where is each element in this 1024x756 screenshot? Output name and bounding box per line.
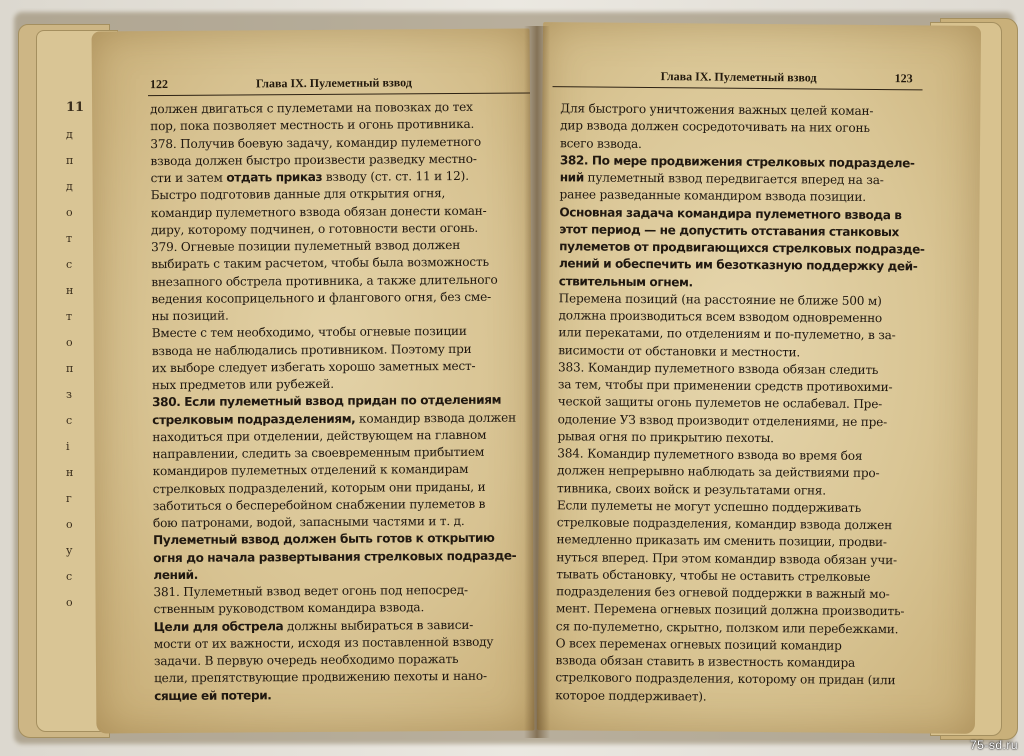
peek-page-letters (66, 122, 84, 616)
text-run: командир пулеметного взвода обязан донести коман- (150, 203, 487, 220)
text-run: ны позиций. (151, 308, 229, 324)
text-line (152, 409, 516, 429)
text-run: должен непрерывно наблюдать за действиями про- (557, 463, 880, 481)
text-run: мости от их важности, исходя из поставленной взводу (153, 634, 494, 651)
text-run: ся по-пулеметно, скрытно, ползком или перебежками. (555, 618, 899, 636)
right-header-rule (553, 86, 923, 90)
bold-text-run: Пулеметный взвод должен быть готов к открытию (153, 530, 495, 548)
peek-letter: п (66, 362, 74, 375)
bold-text-run: этот период — не допустить отставания станковых (559, 222, 900, 239)
text-run: командир взвода должен (355, 410, 516, 426)
text-line (154, 633, 518, 653)
text-line (152, 357, 516, 377)
text-run: одоление УЗ взвод производит отделениями, не пре- (557, 411, 888, 429)
text-run: мент. Перемена огневых позиций должна производить- (555, 601, 905, 619)
text-run: немедленно приказать им сменить позиции, продви- (556, 532, 887, 550)
text-run: взвода обязан ставить в известность командира (555, 653, 856, 670)
text-run: пулеметный взвод передвигается вперед на за- (583, 170, 884, 188)
text-run: Перемена позиций (на расстояние не ближе 500 м) (558, 290, 882, 308)
peek-page-number: 11 (66, 100, 85, 115)
text-line (154, 685, 518, 705)
text-line (150, 116, 514, 136)
text-run: взвода не наблюдались противником. Поэтому при (151, 341, 472, 358)
bold-text-run: Основная задача командира пулеметного взвода в (559, 204, 902, 222)
text-run: цели, препятствующие продвижению пехоты и нано- (154, 669, 487, 686)
bold-text-run: ний (559, 170, 584, 185)
left-page-number: 122 (149, 77, 168, 92)
peek-letter: о (66, 206, 73, 219)
text-run: взвода должен быстро произвести разведку местно- (150, 151, 477, 168)
text-run: 381. Пулеметный взвод ведет огонь под непосред- (153, 582, 468, 600)
text-run: выбирать с таким расчетом, чтобы была возможность (151, 255, 489, 272)
text-run: должна производиться всем взводом одновременно (558, 308, 883, 326)
peek-letter: с (66, 570, 73, 583)
peek-letter: і (66, 440, 70, 453)
text-run: 383. Командир пулеметного взвода обязан следить (558, 359, 879, 377)
left-page-header: Глава IX. Пулеметный взвод (255, 75, 412, 91)
text-run: ных предметов или рубежей. (151, 376, 334, 393)
text-run: сти и затем (150, 170, 227, 186)
text-run: всего взвода. (559, 135, 642, 151)
text-run: за тем, чтобы при применении средств противохими- (557, 377, 893, 395)
left-page-text (150, 99, 518, 705)
peek-letter: п (66, 154, 74, 167)
peek-letter: с (66, 414, 73, 427)
text-line (153, 582, 517, 602)
text-run: которое поддерживает). (555, 687, 707, 704)
text-run: Быстро подготовив данные для открытия огня, (150, 186, 446, 203)
text-line (151, 202, 515, 222)
right-page-number: 123 (894, 71, 913, 86)
watermark: 75-sd.ru (969, 738, 1018, 752)
bold-text-run: лений. (153, 567, 198, 582)
right-page (537, 22, 981, 734)
text-run: командиров пулеметных отделений к командирам (152, 462, 469, 479)
text-run: заботиться о бесперебойном снабжении пулеметов в (152, 496, 486, 513)
text-line (154, 616, 518, 636)
text-run: стрелковых подразделений, которым они приданы, и (152, 479, 486, 496)
bold-text-run: 380. Если пулеметный взвод придан по отделениям (152, 392, 502, 410)
peek-letter: з (66, 388, 72, 401)
bold-text-run: ствительным огнем. (558, 273, 693, 289)
text-run: бою патронами, водой, запасными частями и т. д. (152, 513, 465, 531)
text-run: внезапного обстрела противника, а также длительного (151, 272, 498, 289)
peek-letter: н (66, 466, 74, 479)
text-line (153, 478, 517, 498)
text-run: стрелкового подразделения, которому он придан (или (555, 670, 896, 688)
bold-text-run: сящие ей потери. (154, 687, 272, 703)
text-run: должен двигаться с пулеметами на повозках до тех (150, 99, 473, 117)
text-run: ранее разведанные командиром взвода позиции. (559, 187, 866, 205)
peek-letter: т (66, 310, 73, 323)
text-run: пор, пока позволяет местность и огонь противника. (150, 117, 475, 134)
text-run: или перекатами, по отделениям и по-пулеметно, в за- (558, 325, 896, 343)
text-run: находиться при отделении, действующем на главном (152, 427, 487, 444)
text-run: тывать обстановку, чтобы не оставить стрелковые (556, 566, 871, 584)
text-line (151, 219, 515, 239)
text-run: ственным руководством командира взвода. (153, 600, 425, 617)
text-line (154, 668, 518, 688)
text-run: Вместе с тем необходимо, чтобы огневые позиции (151, 324, 467, 341)
text-run: 378. Получив боевую задачу, командир пулеметного (150, 134, 482, 151)
right-page-header: Глава IX. Пулеметный взвод (660, 69, 817, 85)
bold-text-run: 382. По мере продвижения стрелковых подразделе- (559, 153, 915, 171)
text-line (555, 687, 921, 707)
text-run: Для быстрого уничтожения важных целей коман- (560, 101, 874, 118)
peek-letter: о (66, 596, 73, 609)
text-run: висимости от обстановки и местности. (558, 342, 801, 359)
text-line (152, 392, 516, 412)
text-run: диру, которому подчинен, о готовности вести огонь. (150, 220, 479, 237)
book-gutter (524, 26, 550, 738)
text-run: подразделения без огневой поддержки в важный мо- (556, 584, 890, 602)
left-page (92, 28, 535, 733)
text-run: их выборе следует избегать хорошо заметных мест- (151, 358, 476, 375)
text-run: задачи. В первую очередь необходимо поражать (153, 651, 459, 669)
text-run: тивника, своих войск и результатами огня. (556, 480, 826, 498)
peek-letter: о (66, 518, 73, 531)
bold-text-run: Цели для обстрела (153, 618, 284, 634)
text-run: должны выбираться в зависи- (283, 617, 474, 633)
left-header-rule (148, 92, 532, 96)
text-line (151, 288, 515, 308)
right-page-text (555, 100, 926, 707)
text-run: 384. Командир пулеметного взвода во время боя (557, 446, 863, 463)
text-line (150, 133, 514, 153)
text-run: О всех переменах огневых позиций командир (555, 635, 842, 653)
text-line (152, 323, 516, 343)
bold-text-run: огня до начала развертывания стрелковых подразде- (153, 548, 517, 565)
text-line (152, 340, 516, 360)
peek-letter: у (66, 544, 73, 557)
peek-letter: н (66, 284, 74, 297)
peek-letter: д (66, 180, 73, 193)
text-line (153, 530, 517, 550)
text-run: рывая огня по прикрытию пехоты. (557, 428, 774, 445)
text-run: взводу (ст. ст. 11 и 12). (322, 168, 469, 184)
text-run: 379. Огневые позиции пулеметный взвод должен (151, 237, 461, 255)
text-line (151, 168, 515, 188)
text-run: ческой защиты огонь пулеметов не ослабевал. Пре- (557, 394, 883, 412)
bold-text-run: пулеметов от продвигающихся стрелковых подразде- (559, 239, 925, 257)
text-run: дир взвода должен сосредоточивать на них огонь (560, 118, 870, 136)
text-line (151, 271, 515, 291)
text-run: стрелковые подразделения, командир взвода должен (556, 515, 893, 533)
peek-letter: г (66, 492, 72, 505)
text-line (153, 547, 517, 567)
peek-letter: с (66, 258, 73, 271)
bold-text-run: стрелковым подразделениям, (152, 411, 356, 427)
text-line (153, 461, 517, 481)
bold-text-run: лений и обеспечить им безотказную поддержку дей- (558, 256, 918, 274)
bold-text-run: отдать приказ (226, 169, 323, 185)
text-line (151, 254, 515, 274)
peek-letter: д (66, 128, 73, 141)
peek-letter: о (66, 336, 73, 349)
peek-letter: т (66, 232, 73, 245)
text-run: Если пулеметы не могут успешно поддерживать (556, 497, 862, 515)
text-run: направлении, следить за своевременным прибытием (152, 444, 485, 462)
peek-page-fragment (66, 96, 84, 616)
text-run: нуться вперед. При этом командир взвода обязан учи- (556, 549, 897, 567)
text-run: ведения косоприцельного и флангового огня, без сме- (151, 289, 491, 306)
